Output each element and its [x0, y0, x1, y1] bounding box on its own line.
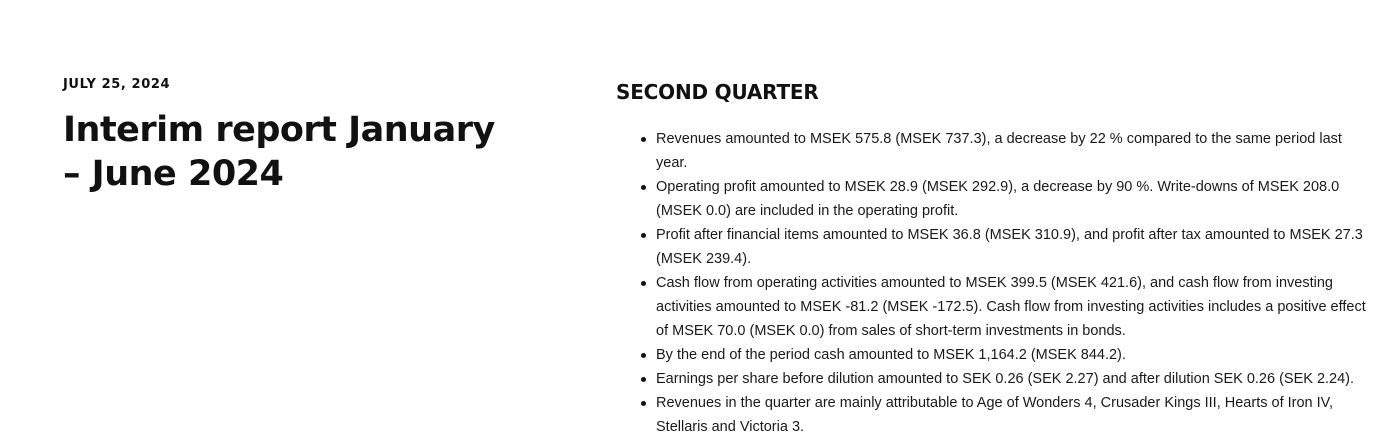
list-item	[616, 271, 1366, 343]
list-item	[616, 367, 1366, 391]
bullet-icon	[641, 233, 646, 238]
list-item-text: Revenues amounted to MSEK 575.8 (MSEK 737.3), a decrease by 22 % compared to the same period last year.	[656, 131, 1342, 171]
list-item-text: Profit after financial items amounted to MSEK 36.8 (MSEK 310.9), and profit after tax amounted to MSEK 27.3 (MSEK 239.4).	[656, 227, 1363, 267]
bullet-icon	[641, 401, 646, 406]
bullet-icon	[641, 281, 646, 286]
list-item-text: Operating profit amounted to MSEK 28.9 (MSEK 292.9), a decrease by 90 %. Write-downs of MSEK 208.0 (MSEK 0.0) are included in the operating profit.	[656, 179, 1340, 219]
report-date: JULY 25, 2024	[63, 77, 171, 92]
report-header	[63, 76, 503, 196]
second-quarter-section	[616, 78, 1366, 439]
list-item	[616, 391, 1366, 439]
bullet-icon	[641, 137, 646, 142]
list-item-text: Revenues in the quarter are mainly attributable to Age of Wonders 4, Crusader Kings III, Hearts of Iron IV, Stellaris and Victoria 3.	[656, 395, 1334, 435]
list-item-text: By the end of the period cash amounted to MSEK 1,164.2 (MSEK 844.2).	[656, 347, 1126, 363]
list-item	[616, 127, 1366, 175]
list-item-text: Earnings per share before dilution amounted to SEK 0.26 (SEK 2.27) and after dilution SEK 0.26 (SEK 2.24).	[656, 371, 1355, 387]
bullet-icon	[641, 353, 646, 358]
list-item-text: Cash flow from operating activities amounted to MSEK 399.5 (MSEK 421.6), and cash flow from investing activities amounted to MSEK -81.2 (MSEK -172.5). Cash flow from investing activities includes a positive effect of MSEK 70.0 (MSEK 0.0) from sales of short-term investments in bonds.	[656, 275, 1366, 339]
list-item	[616, 223, 1366, 271]
highlights-list	[616, 127, 1366, 439]
page-title: Interim report January – June 2024	[63, 110, 495, 194]
bullet-icon	[641, 185, 646, 190]
list-item	[616, 343, 1366, 367]
list-item	[616, 175, 1366, 223]
bullet-icon	[641, 377, 646, 382]
section-heading: SECOND QUARTER	[616, 80, 819, 104]
